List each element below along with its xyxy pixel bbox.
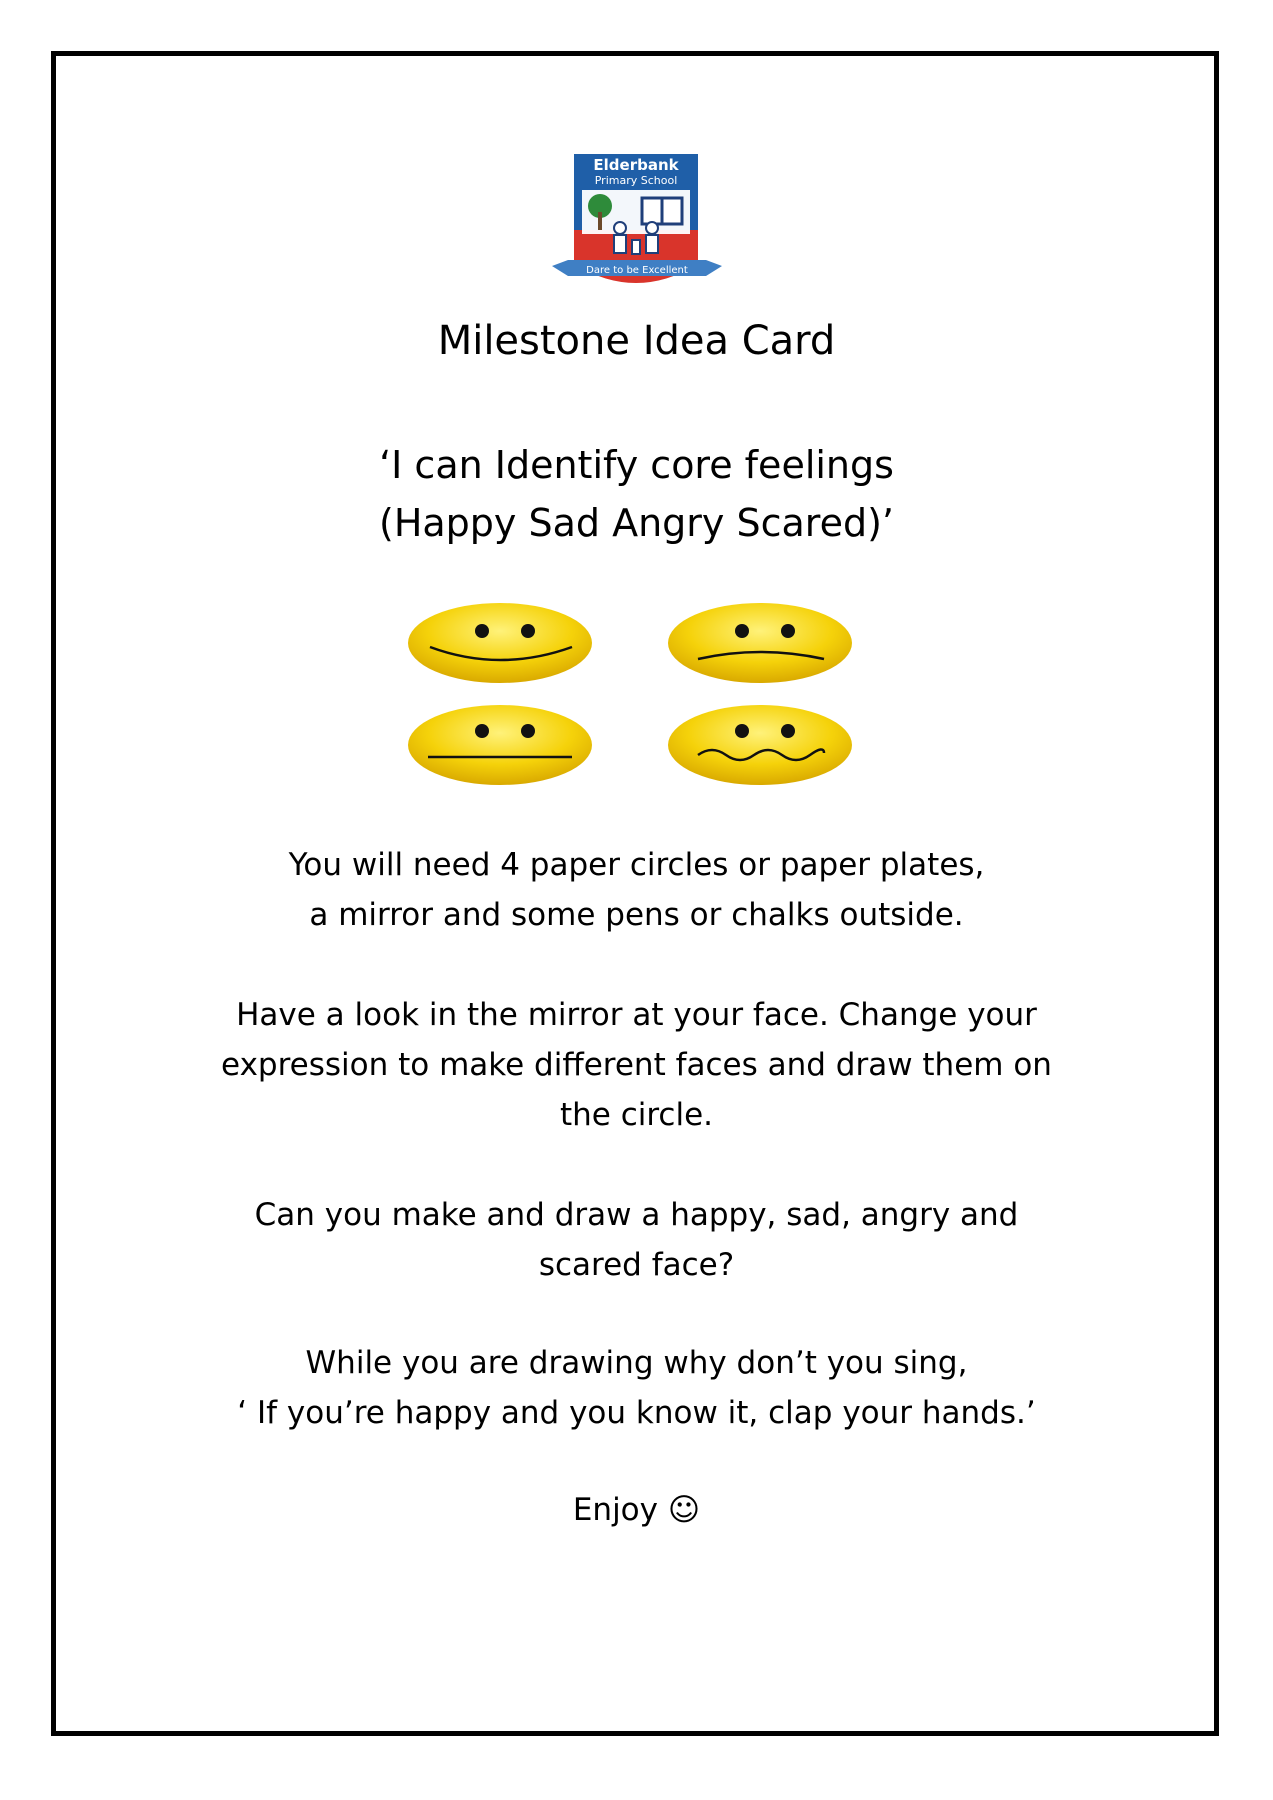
closing-paragraph [140,1485,1133,1535]
text-line: expression to make different faces and draw them on [221,1047,1052,1083]
neutral-face-icon [408,705,592,785]
song-paragraph [140,1338,1133,1438]
enjoy-text: Enjoy ☺ [572,1492,701,1528]
worried-face-icon [668,705,852,785]
text-line: While you are drawing why don’t you sing, [305,1345,968,1381]
text-line: a mirror and some pens or chalks outside. [309,897,964,933]
text-line: You will need 4 paper circles or paper plates, [288,847,985,883]
logo-school-name: Elderbank [593,156,679,174]
logo-school-sub: Primary School [594,174,678,187]
sad-face-icon [668,603,852,683]
text-line: Can you make and draw a happy, sad, angry and [254,1197,1019,1233]
mirror-paragraph [140,990,1133,1140]
question-paragraph [140,1190,1133,1290]
text-line: the circle. [559,1097,714,1133]
statement-line-1: ‘I can Identify core feelings [379,443,894,487]
text-line: Have a look in the mirror at your face. Change your [236,997,1037,1033]
materials-paragraph [140,840,1133,940]
page-title: Milestone Idea Card [437,318,836,364]
text-line: scared face? [538,1247,735,1283]
statement-line-2: (Happy Sad Angry Scared)’ [379,501,894,545]
learning-statement [0,436,1273,552]
text-line: ‘ If you’re happy and you know it, clap your hands.’ [237,1395,1036,1431]
logo-motto: Dare to be Excellent [586,265,688,276]
feelings-faces-image [400,595,870,795]
school-logo [548,152,726,302]
happy-face-icon [408,603,592,683]
